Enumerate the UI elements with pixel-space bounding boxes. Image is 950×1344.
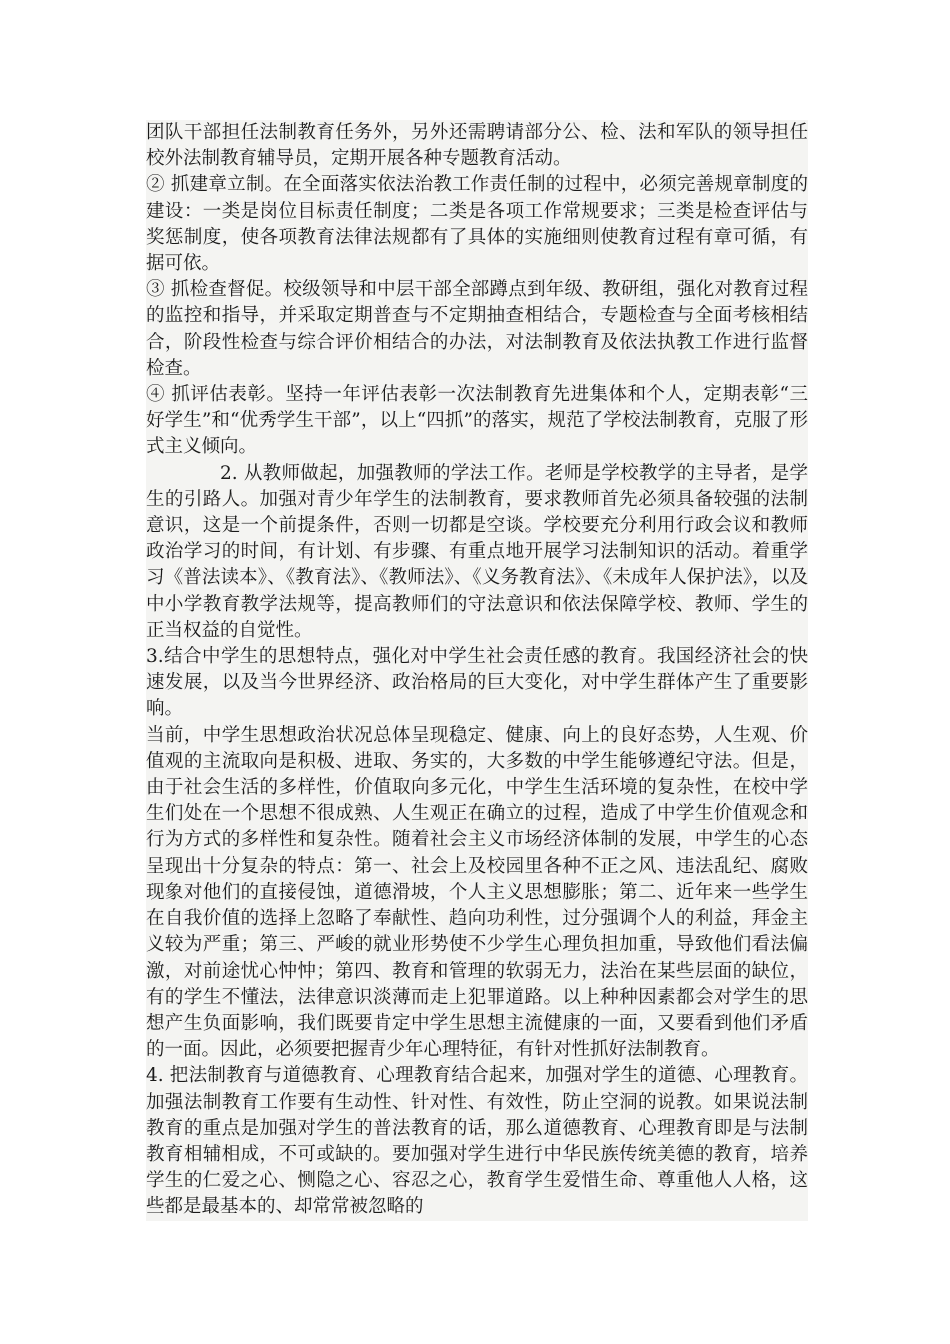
paragraph-commendation: ④ 抓评估表彰。坚持一年评估表彰一次法制教育先进集体和个人，定期表彰“三好学生”和“优秀学生干部”，以上“四抓”的落实，规范了学校法制教育，克服了形式主义倾向。 bbox=[146, 382, 808, 461]
paragraph-inspection: ③ 抓检查督促。校级领导和中层干部全部蹲点到年级、教研组，强化对教育过程的监控和指导，并采取定期普查与不定期抽查相结合，专题检查与全面考核相结合，阶段性检查与综合评价相结合的办法，对法制教育及依法执教工作进行监督检查。 bbox=[146, 277, 808, 382]
paragraph-current-situation: 当前，中学生思想政治状况总体呈现稳定、健康、向上的良好态势，人生观、价值观的主流取向是积极、进取、务实的，大多数的中学生能够遵纪守法。但是，由于社会生活的多样性，价值取向多元化，中学生生活环境的复杂性，在校中学生们处在一个思想不很成熟、人生观正在确立的过程，造成了中学生价值观念和行为方式的多样性和复杂性。随着社会主义市场经济体制的发展，中学生的心态呈现出十分复杂的特点：第一、社会上及校园里各种不正之风、违法乱纪、腐败现象对他们的直接侵蚀，道德滑坡，个人主义思想膨胀；第二、近年来一些学生在自我价值的选择上忽略了奉献性、趋向功利性，过分强调个人的利益，拜金主义较为严重；第三、严峻的就业形势使不少学生心理负担加重，导致他们看法偏激，对前途忧心忡忡；第四、教育和管理的软弱无力，法治在某些层面的缺位，有的学生不懂法，法律意识淡薄而走上犯罪道路。以上种种因素都会对学生的思想产生负面影响，我们既要肯定中学生思想主流健康的一面，又要看到他们矛盾的一面。因此，必须要把握青少年心理特征，有针对性抓好法制教育。 bbox=[146, 723, 808, 1064]
paragraph-social-responsibility: 3.结合中学生的思想特点，强化对中学生社会责任感的教育。我国经济社会的快速发展，以及当今世界经济、政治格局的巨大变化，对中学生群体产生了重要影响。 bbox=[146, 644, 808, 723]
paragraph-team-leaders: 团队干部担任法制教育任务外，另外还需聘请部分公、检、法和军队的领导担任校外法制教育辅导员，定期开展各种专题教育活动。 bbox=[146, 120, 808, 172]
paragraph-moral-education: 4. 把法制教育与道德教育、心理教育结合起来，加强对学生的道德、心理教育。加强法制教育工作要有生动性、针对性、有效性，防止空洞的说教。如果说法制教育的重点是加强对学生的普法教育的话，那么道德教育、心理教育即是与法制教育相辅相成，不可或缺的。要加强对学生进行中华民族传统美德的教育，培养学生的仁爱之心、恻隐之心、容忍之心，教育学生爱惜生命、尊重他人人格，这些都是最基本的、却常常被忽略的 bbox=[146, 1063, 808, 1220]
paragraph-rules-system: ② 抓建章立制。在全面落实依法治教工作责任制的过程中，必须完善规章制度的建设：一类是岗位目标责任制度；二类是各项工作常规要求；三类是检查评估与奖惩制度，使各项教育法律法规都有了具体的实施细则使教育过程有章可循，有据可依。 bbox=[146, 172, 808, 277]
paragraph-teacher-study: 2. 从教师做起，加强教师的学法工作。老师是学校教学的主导者，是学生的引路人。加强对青少年学生的法制教育，要求教师首先必须具备较强的法制意识，这是一个前提条件，否则一切都是空谈。学校要充分利用行政会议和教师政治学习的时间，有计划、有步骤、有重点地开展学习法制知识的活动。着重学习《普法读本》、《教育法》、《教师法》、《义务教育法》、《未成年人保护法》，以及中小学教育教学法规等，提高教师们的守法意识和依法保障学校、教师、学生的正当权益的自觉性。 bbox=[146, 461, 808, 644]
document-page bbox=[146, 120, 808, 1221]
